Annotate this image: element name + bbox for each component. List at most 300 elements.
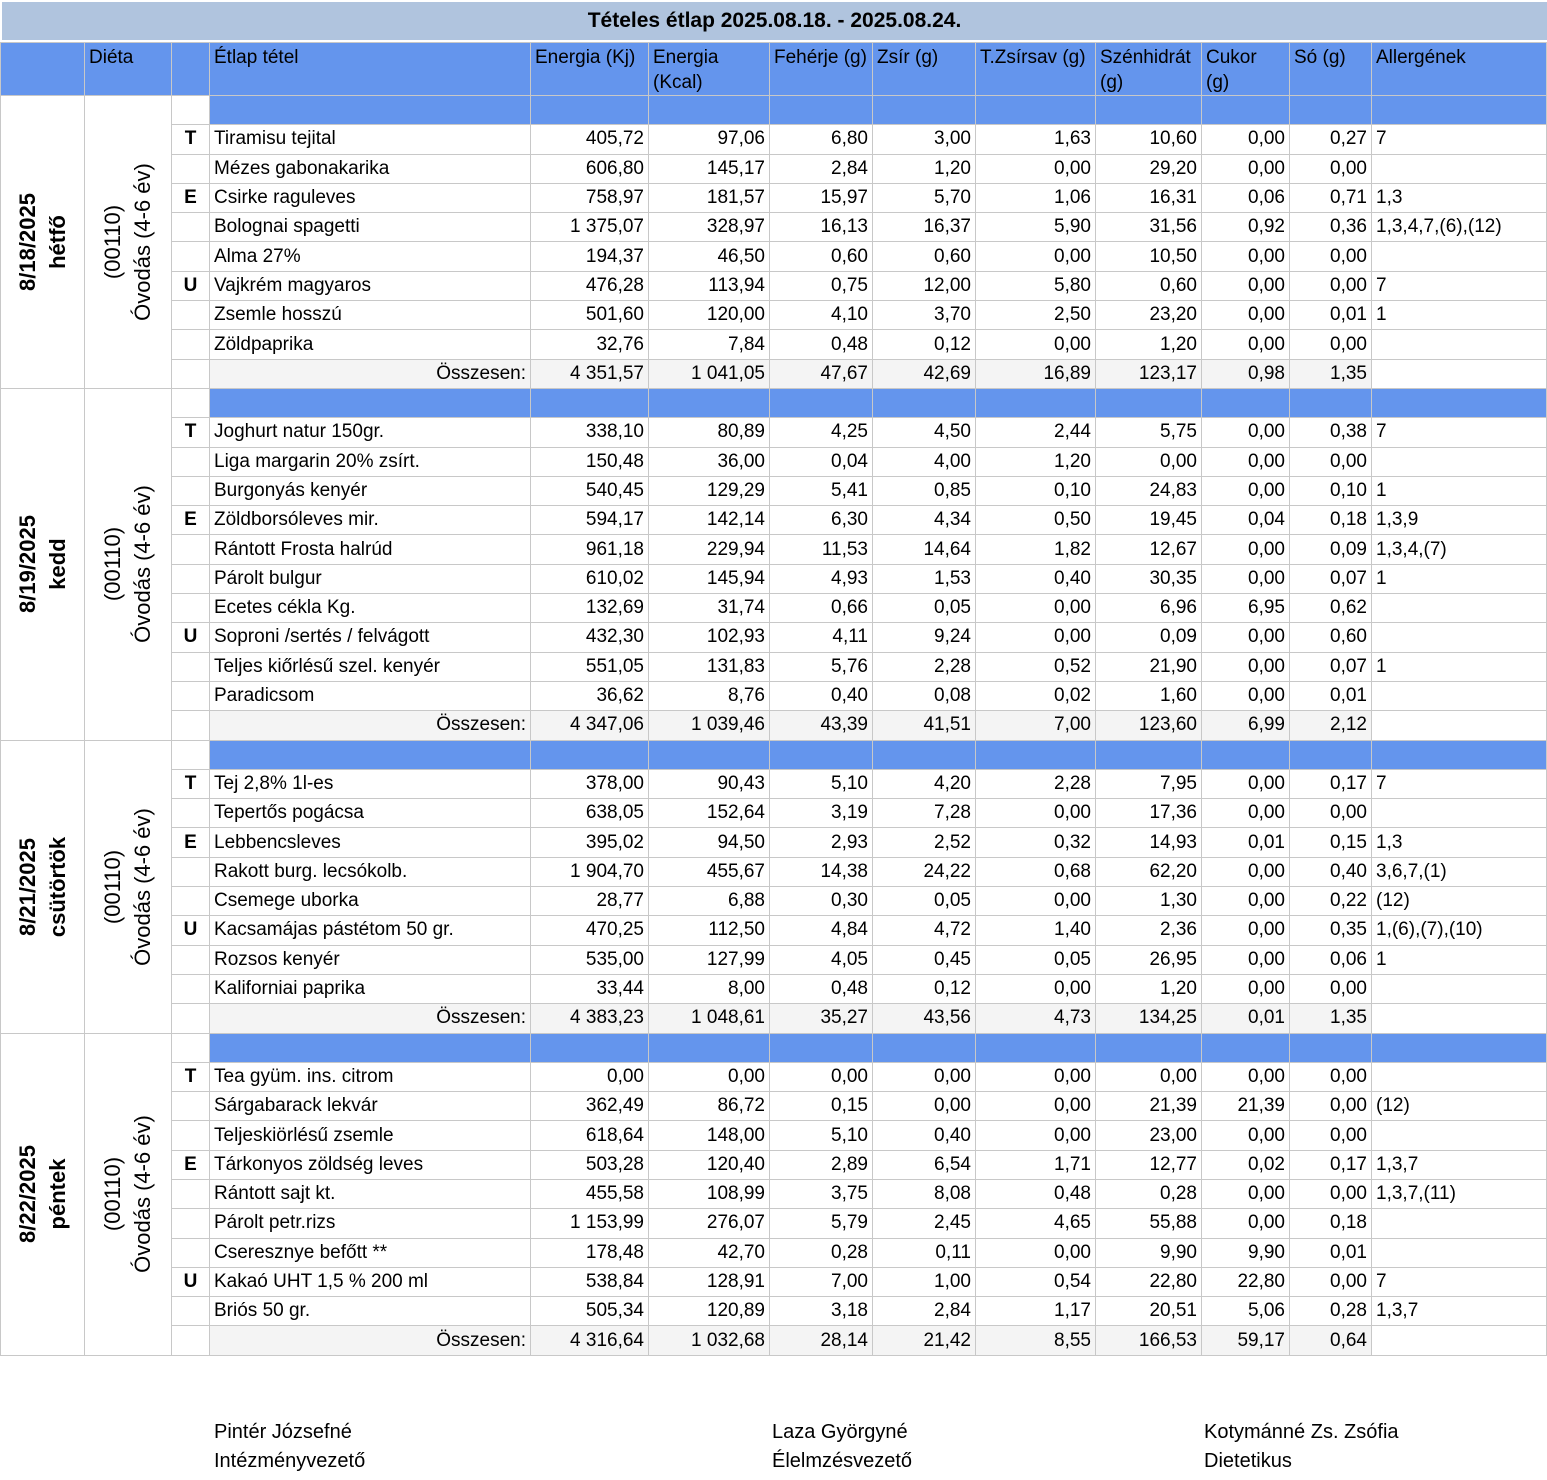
value-energy-kj: 758,97 — [531, 183, 649, 212]
value-energy-kcal: 80,89 — [649, 418, 770, 447]
value-sugar: 0,00 — [1202, 1121, 1290, 1150]
value-energy-kj: 1 375,07 — [531, 213, 649, 242]
value-protein: 0,15 — [770, 1092, 873, 1121]
value-protein: 0,48 — [770, 330, 873, 359]
value-protein: 7,00 — [770, 1267, 873, 1296]
signature-role: Intézményvezető — [214, 1450, 366, 1472]
allergens: 3,6,7,(1) — [1372, 857, 1547, 886]
total-protein: 43,39 — [770, 711, 873, 740]
total-sugar: 59,17 — [1202, 1326, 1290, 1355]
value-carbohydrate: 0,09 — [1096, 623, 1202, 652]
menu-item-name: Rántott sajt kt. — [210, 1179, 531, 1208]
day-separator-cell — [210, 740, 531, 769]
allergens: 1,3,7 — [1372, 1150, 1547, 1179]
value-carbohydrate: 23,20 — [1096, 301, 1202, 330]
value-sugar: 0,00 — [1202, 271, 1290, 300]
header-energy-kj: Energia (Kj) — [531, 43, 649, 96]
table-row — [1, 447, 1547, 476]
total-energy-kcal: 1 039,46 — [649, 711, 770, 740]
value-fat: 0,11 — [873, 1238, 976, 1267]
value-energy-kj: 610,02 — [531, 564, 649, 593]
value-fat: 0,05 — [873, 594, 976, 623]
signature-food-manager — [772, 1418, 912, 1476]
total-energy-kcal: 1 048,61 — [649, 1004, 770, 1033]
value-energy-kj: 535,00 — [531, 945, 649, 974]
value-fat: 0,00 — [873, 1092, 976, 1121]
allergens — [1372, 711, 1547, 740]
menu-item-name: Tiramisu tejital — [210, 125, 531, 154]
value-salt: 0,00 — [1290, 799, 1372, 828]
header-saturated-fat: T.Zsírsav (g) — [976, 43, 1096, 96]
value-carbohydrate: 23,00 — [1096, 1121, 1202, 1150]
day-date-cell — [1, 388, 85, 740]
meal-code — [172, 330, 210, 359]
allergens: 1 — [1372, 301, 1547, 330]
value-sugar: 0,00 — [1202, 564, 1290, 593]
day-separator-cell — [649, 388, 770, 417]
value-protein: 2,93 — [770, 828, 873, 857]
value-sugar: 0,04 — [1202, 506, 1290, 535]
value-saturated-fat: 0,32 — [976, 828, 1096, 857]
value-energy-kcal: 120,40 — [649, 1150, 770, 1179]
menu-item-name: Paradicsom — [210, 681, 531, 710]
value-energy-kj: 36,62 — [531, 681, 649, 710]
value-sugar: 9,90 — [1202, 1238, 1290, 1267]
value-fat: 0,12 — [873, 330, 976, 359]
total-salt: 1,35 — [1290, 1004, 1372, 1033]
value-energy-kj: 606,80 — [531, 154, 649, 183]
menu-item-name: Csirke raguleves — [210, 183, 531, 212]
table-row — [1, 623, 1547, 652]
value-carbohydrate: 6,96 — [1096, 594, 1202, 623]
value-saturated-fat: 0,00 — [976, 1238, 1096, 1267]
value-fat: 4,72 — [873, 916, 976, 945]
value-energy-kcal: 152,64 — [649, 799, 770, 828]
value-carbohydrate: 5,75 — [1096, 418, 1202, 447]
allergens: 1,3,7,(11) — [1372, 1179, 1547, 1208]
value-saturated-fat: 0,00 — [976, 1062, 1096, 1091]
value-sugar: 0,01 — [1202, 828, 1290, 857]
value-sugar: 0,00 — [1202, 857, 1290, 886]
value-carbohydrate: 0,00 — [1096, 1062, 1202, 1091]
meal-cell — [172, 1326, 210, 1355]
header-fat: Zsír (g) — [873, 43, 976, 96]
value-salt: 0,62 — [1290, 594, 1372, 623]
value-sugar: 0,00 — [1202, 154, 1290, 183]
value-carbohydrate: 2,36 — [1096, 916, 1202, 945]
value-energy-kcal: 90,43 — [649, 769, 770, 798]
day-separator-cell — [770, 740, 873, 769]
value-carbohydrate: 19,45 — [1096, 506, 1202, 535]
value-energy-kcal: 0,00 — [649, 1062, 770, 1091]
value-fat: 0,00 — [873, 1062, 976, 1091]
allergens — [1372, 1209, 1547, 1238]
value-protein: 0,40 — [770, 681, 873, 710]
value-energy-kcal: 46,50 — [649, 242, 770, 271]
value-sugar: 0,00 — [1202, 476, 1290, 505]
meal-code — [172, 945, 210, 974]
allergens: 1,3,4,(7) — [1372, 535, 1547, 564]
value-carbohydrate: 0,00 — [1096, 447, 1202, 476]
value-saturated-fat: 0,52 — [976, 652, 1096, 681]
table-row — [1, 183, 1547, 212]
table-row — [1, 154, 1547, 183]
diet-code: (00110) — [100, 204, 125, 280]
total-salt: 0,64 — [1290, 1326, 1372, 1355]
value-carbohydrate: 1,30 — [1096, 887, 1202, 916]
allergens — [1372, 330, 1547, 359]
value-energy-kcal: 455,67 — [649, 857, 770, 886]
value-carbohydrate: 1,60 — [1096, 681, 1202, 710]
value-sugar: 0,00 — [1202, 916, 1290, 945]
value-carbohydrate: 1,20 — [1096, 330, 1202, 359]
allergens — [1372, 1004, 1547, 1033]
header-diet: Diéta — [85, 43, 172, 96]
value-sugar: 0,00 — [1202, 623, 1290, 652]
table-row — [1, 799, 1547, 828]
total-label: Összesen: — [210, 1326, 531, 1355]
value-saturated-fat: 0,50 — [976, 506, 1096, 535]
value-saturated-fat: 0,68 — [976, 857, 1096, 886]
total-fat: 41,51 — [873, 711, 976, 740]
value-energy-kcal: 145,17 — [649, 154, 770, 183]
value-energy-kcal: 31,74 — [649, 594, 770, 623]
meal-code — [172, 1297, 210, 1326]
value-energy-kj: 470,25 — [531, 916, 649, 945]
total-energy-kcal: 1 041,05 — [649, 359, 770, 388]
value-sugar: 0,00 — [1202, 242, 1290, 271]
table-row — [1, 681, 1547, 710]
allergens: 1 — [1372, 652, 1547, 681]
value-carbohydrate: 22,80 — [1096, 1267, 1202, 1296]
allergens — [1372, 623, 1547, 652]
value-protein: 6,30 — [770, 506, 873, 535]
table-row — [1, 974, 1547, 1003]
value-fat: 6,54 — [873, 1150, 976, 1179]
diet-name: Óvodás (4-6 év) — [130, 485, 155, 644]
value-protein: 4,11 — [770, 623, 873, 652]
day-separator-cell — [210, 1033, 531, 1062]
day-header-row — [1, 388, 1547, 417]
value-carbohydrate: 10,50 — [1096, 242, 1202, 271]
value-sugar: 0,00 — [1202, 1179, 1290, 1208]
value-salt: 0,18 — [1290, 506, 1372, 535]
value-protein: 5,76 — [770, 652, 873, 681]
value-carbohydrate: 30,35 — [1096, 564, 1202, 593]
header-carbohydrate: Szénhidrát (g) — [1096, 43, 1202, 96]
value-salt: 0,07 — [1290, 652, 1372, 681]
value-carbohydrate: 12,67 — [1096, 535, 1202, 564]
total-energy-kj: 4 383,23 — [531, 1004, 649, 1033]
allergens: 1,3,4,7,(6),(12) — [1372, 213, 1547, 242]
value-fat: 5,70 — [873, 183, 976, 212]
value-carbohydrate: 14,93 — [1096, 828, 1202, 857]
total-label: Összesen: — [210, 1004, 531, 1033]
meal-cell — [172, 711, 210, 740]
diet-cell — [85, 740, 172, 1033]
total-saturated-fat: 8,55 — [976, 1326, 1096, 1355]
value-energy-kj: 503,28 — [531, 1150, 649, 1179]
value-sugar: 0,00 — [1202, 1062, 1290, 1091]
total-sugar: 6,99 — [1202, 711, 1290, 740]
value-energy-kcal: 128,91 — [649, 1267, 770, 1296]
table-row — [1, 476, 1547, 505]
allergens — [1372, 594, 1547, 623]
value-energy-kj: 28,77 — [531, 887, 649, 916]
value-fat: 1,53 — [873, 564, 976, 593]
value-carbohydrate: 10,60 — [1096, 125, 1202, 154]
day-header-row — [1, 96, 1547, 125]
table-row — [1, 1209, 1547, 1238]
value-sugar: 0,00 — [1202, 769, 1290, 798]
value-energy-kcal: 94,50 — [649, 828, 770, 857]
signature-name: Pintér Józsefné — [214, 1421, 352, 1443]
value-protein: 4,10 — [770, 301, 873, 330]
day-weekday: péntek — [44, 1158, 70, 1230]
meal-code: T — [172, 1062, 210, 1091]
allergens — [1372, 681, 1547, 710]
table-row — [1, 330, 1547, 359]
day-separator-cell — [976, 740, 1096, 769]
value-energy-kcal: 7,84 — [649, 330, 770, 359]
value-protein: 0,30 — [770, 887, 873, 916]
day-date: 8/19/2025 — [14, 515, 40, 614]
diet-code: (00110) — [100, 527, 125, 602]
value-protein: 5,10 — [770, 1121, 873, 1150]
total-carbohydrate: 123,17 — [1096, 359, 1202, 388]
value-protein: 0,28 — [770, 1238, 873, 1267]
value-salt: 0,71 — [1290, 183, 1372, 212]
value-saturated-fat: 1,40 — [976, 916, 1096, 945]
total-fat: 43,56 — [873, 1004, 976, 1033]
total-row — [1, 359, 1547, 388]
menu-item-name: Tárkonyos zöldség leves — [210, 1150, 531, 1179]
value-fat: 2,45 — [873, 1209, 976, 1238]
day-date-cell — [1, 1033, 85, 1355]
value-protein: 5,41 — [770, 476, 873, 505]
diet-name: Óvodás (4-6 év) — [130, 807, 155, 966]
value-salt: 0,00 — [1290, 1267, 1372, 1296]
value-carbohydrate: 26,95 — [1096, 945, 1202, 974]
value-saturated-fat: 0,05 — [976, 945, 1096, 974]
value-salt: 0,01 — [1290, 681, 1372, 710]
value-salt: 0,18 — [1290, 1209, 1372, 1238]
value-protein: 4,93 — [770, 564, 873, 593]
menu-item-name: Teljeskiörlésű zsemle — [210, 1121, 531, 1150]
menu-table — [0, 42, 1547, 1356]
value-carbohydrate: 55,88 — [1096, 1209, 1202, 1238]
diet-name: Óvodás (4-6 év) — [130, 163, 155, 321]
menu-item-name: Bolognai spagetti — [210, 213, 531, 242]
menu-item-name: Briós 50 gr. — [210, 1297, 531, 1326]
value-saturated-fat: 0,00 — [976, 887, 1096, 916]
total-carbohydrate: 134,25 — [1096, 1004, 1202, 1033]
value-energy-kj: 505,34 — [531, 1297, 649, 1326]
value-energy-kcal: 127,99 — [649, 945, 770, 974]
value-saturated-fat: 0,48 — [976, 1179, 1096, 1208]
value-energy-kcal: 36,00 — [649, 447, 770, 476]
value-energy-kcal: 142,14 — [649, 506, 770, 535]
meal-code — [172, 974, 210, 1003]
value-salt: 0,17 — [1290, 1150, 1372, 1179]
diet-label — [98, 1115, 158, 1273]
value-energy-kcal: 145,94 — [649, 564, 770, 593]
value-fat: 14,64 — [873, 535, 976, 564]
total-label: Összesen: — [210, 359, 531, 388]
day-separator-cell — [531, 388, 649, 417]
value-carbohydrate: 29,20 — [1096, 154, 1202, 183]
value-salt: 0,00 — [1290, 1062, 1372, 1091]
meal-code: U — [172, 916, 210, 945]
day-separator-cell — [1096, 96, 1202, 125]
value-saturated-fat: 0,40 — [976, 564, 1096, 593]
value-sugar: 0,00 — [1202, 799, 1290, 828]
day-separator-cell — [976, 1033, 1096, 1062]
value-sugar: 6,95 — [1202, 594, 1290, 623]
value-saturated-fat: 0,54 — [976, 1267, 1096, 1296]
value-energy-kj: 638,05 — [531, 799, 649, 828]
day-separator-cell — [1096, 1033, 1202, 1062]
value-salt: 0,00 — [1290, 271, 1372, 300]
table-row — [1, 1121, 1547, 1150]
allergens: 7 — [1372, 769, 1547, 798]
table-row — [1, 652, 1547, 681]
value-protein: 14,38 — [770, 857, 873, 886]
page-title: Tételes étlap 2025.08.18. - 2025.08.24. — [2, 2, 1547, 40]
signature-role: Dietetikus — [1204, 1450, 1292, 1472]
header-protein: Fehérje (g) — [770, 43, 873, 96]
day-date-label — [13, 193, 73, 291]
allergens — [1372, 242, 1547, 271]
table-row — [1, 945, 1547, 974]
menu-item-name: Tea gyüm. ins. citrom — [210, 1062, 531, 1091]
value-protein: 0,60 — [770, 242, 873, 271]
value-protein: 15,97 — [770, 183, 873, 212]
diet-cell — [85, 388, 172, 740]
day-separator-cell — [1290, 1033, 1372, 1062]
value-energy-kj: 0,00 — [531, 1062, 649, 1091]
allergens: 1,3,7 — [1372, 1297, 1547, 1326]
day-separator-cell — [649, 740, 770, 769]
day-date-cell — [1, 740, 85, 1033]
value-fat: 4,20 — [873, 769, 976, 798]
table-row — [1, 594, 1547, 623]
value-saturated-fat: 0,00 — [976, 623, 1096, 652]
meal-cell — [172, 359, 210, 388]
header-row — [1, 43, 1547, 96]
value-salt: 0,27 — [1290, 125, 1372, 154]
meal-code: E — [172, 1150, 210, 1179]
table-row — [1, 1150, 1547, 1179]
value-saturated-fat: 1,82 — [976, 535, 1096, 564]
day-weekday: hétfő — [44, 215, 70, 269]
value-saturated-fat: 2,44 — [976, 418, 1096, 447]
diet-label — [98, 163, 158, 321]
value-saturated-fat: 0,00 — [976, 154, 1096, 183]
value-fat: 9,24 — [873, 623, 976, 652]
allergens — [1372, 1121, 1547, 1150]
value-carbohydrate: 12,77 — [1096, 1150, 1202, 1179]
value-carbohydrate: 9,90 — [1096, 1238, 1202, 1267]
value-saturated-fat: 0,00 — [976, 1121, 1096, 1150]
total-row — [1, 1004, 1547, 1033]
meal-code — [172, 594, 210, 623]
value-energy-kj: 194,37 — [531, 242, 649, 271]
value-energy-kcal: 8,00 — [649, 974, 770, 1003]
day-separator-cell — [1372, 1033, 1547, 1062]
menu-item-name: Kaliforniai paprika — [210, 974, 531, 1003]
table-row — [1, 1092, 1547, 1121]
value-saturated-fat: 2,28 — [976, 769, 1096, 798]
menu-item-name: Mézes gabonakarika — [210, 154, 531, 183]
day-weekday: kedd — [44, 538, 70, 590]
value-saturated-fat: 0,00 — [976, 1092, 1096, 1121]
allergens: 1 — [1372, 476, 1547, 505]
meal-code — [172, 1209, 210, 1238]
day-separator-cell — [531, 740, 649, 769]
allergens — [1372, 974, 1547, 1003]
table-row — [1, 769, 1547, 798]
allergens — [1372, 447, 1547, 476]
value-energy-kcal: 113,94 — [649, 271, 770, 300]
day-separator-cell — [770, 1033, 873, 1062]
value-protein: 4,84 — [770, 916, 873, 945]
total-energy-kj: 4 351,57 — [531, 359, 649, 388]
meal-code — [172, 154, 210, 183]
meal-cell — [172, 1004, 210, 1033]
value-saturated-fat: 0,00 — [976, 242, 1096, 271]
day-date-label — [13, 1145, 73, 1243]
day-separator-cell — [1372, 388, 1547, 417]
allergens: 1 — [1372, 564, 1547, 593]
meal-code: U — [172, 271, 210, 300]
value-energy-kcal: 181,57 — [649, 183, 770, 212]
value-energy-kj: 618,64 — [531, 1121, 649, 1150]
value-saturated-fat: 0,10 — [976, 476, 1096, 505]
value-energy-kj: 362,49 — [531, 1092, 649, 1121]
meal-code: E — [172, 828, 210, 857]
value-energy-kj: 961,18 — [531, 535, 649, 564]
value-energy-kcal: 120,00 — [649, 301, 770, 330]
value-salt: 0,00 — [1290, 1179, 1372, 1208]
value-saturated-fat: 4,65 — [976, 1209, 1096, 1238]
total-sugar: 0,01 — [1202, 1004, 1290, 1033]
value-energy-kj: 501,60 — [531, 301, 649, 330]
table-row — [1, 301, 1547, 330]
signature-dietitian — [1204, 1418, 1399, 1476]
value-fat: 2,84 — [873, 1297, 976, 1326]
allergens — [1372, 359, 1547, 388]
day-separator-cell — [649, 1033, 770, 1062]
value-protein: 3,18 — [770, 1297, 873, 1326]
value-salt: 0,00 — [1290, 330, 1372, 359]
value-salt: 0,10 — [1290, 476, 1372, 505]
value-carbohydrate: 31,56 — [1096, 213, 1202, 242]
value-saturated-fat: 0,00 — [976, 974, 1096, 1003]
day-separator-cell — [531, 1033, 649, 1062]
table-row — [1, 887, 1547, 916]
allergens: 7 — [1372, 418, 1547, 447]
meal-code — [172, 799, 210, 828]
meal-code — [172, 564, 210, 593]
header-energy-kcal: Energia (Kcal) — [649, 43, 770, 96]
value-protein: 4,25 — [770, 418, 873, 447]
value-energy-kj: 538,84 — [531, 1267, 649, 1296]
day-separator-cell — [976, 96, 1096, 125]
value-fat: 0,40 — [873, 1121, 976, 1150]
value-fat: 3,00 — [873, 125, 976, 154]
allergens — [1372, 799, 1547, 828]
